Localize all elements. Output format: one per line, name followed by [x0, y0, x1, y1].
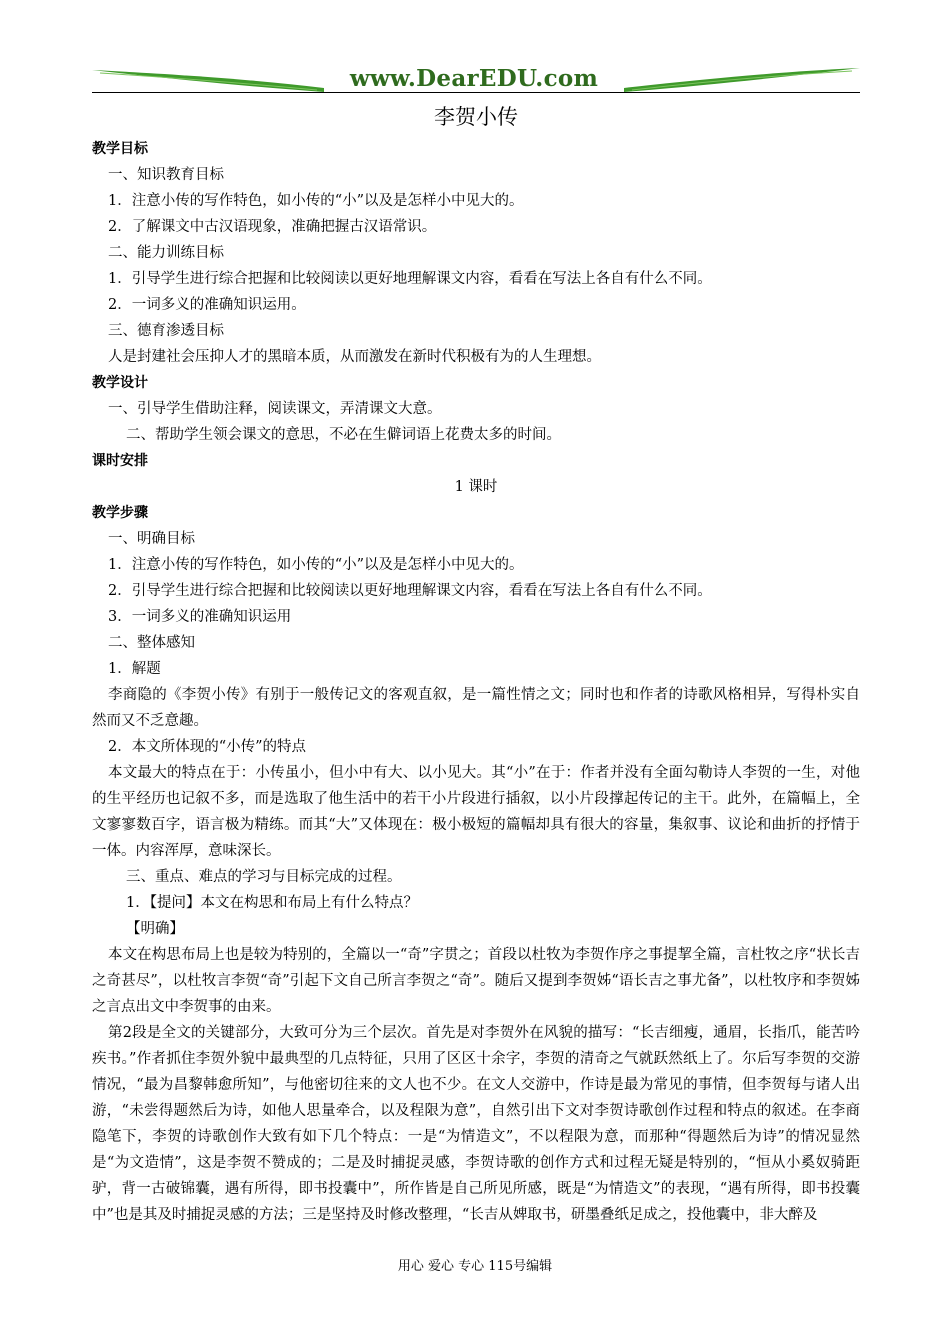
objective-2-title: 二、能力训练目标 — [108, 245, 224, 261]
steps-heading: 教学步骤 — [92, 505, 148, 521]
document-page — [92, 64, 860, 1228]
answer-1-label: 【明确】 — [126, 921, 184, 937]
question-1: 1．【提问】本文在构思和布局上有什么特点？ — [126, 895, 418, 911]
objectives-heading: 教学目标 — [92, 141, 148, 157]
objective-1-item-2: 2．了解课文中古汉语现象，准确把握古汉语常识。 — [108, 219, 437, 235]
step-3-title: 三、重点、难点的学习与目标完成的过程。 — [126, 869, 402, 885]
step-1-item-1: 1．注意小传的写作特色，如小传的“小”以及是怎样小中见大的。 — [108, 557, 524, 573]
design-heading: 教学设计 — [92, 375, 148, 391]
objective-3-title: 三、德育渗透目标 — [108, 323, 224, 339]
paragraph-features: 本文最大的特点在于：小传虽小，但小中有大、以小见大。其“小”在于：作者并没有全面勾勒诗人李贺的一生，对他的生平经历也记叙不多，而是选取了他生活中的若干小片段进行插叙，以小片段撑起传记的主干。此外，在篇幅上，全文寥寥数百字，语言极为精练。而其“大”又体现在：极小极短的篇幅却具有很大的容量，集叙事、议论和曲折的抒情于一体。内容浑厚，意味深长。 — [92, 765, 860, 859]
objective-2-item-1: 1．引导学生进行综合把握和比较阅读以更好地理解课文内容，看看在写法上各自有什么不同。 — [108, 271, 712, 287]
step-1-item-3: 3．一词多义的准确知识运用 — [108, 609, 292, 625]
objective-1-title: 一、知识教育目标 — [108, 167, 224, 183]
design-item-1: 一、引导学生借助注释，阅读课文，弄清课文大意。 — [108, 401, 442, 417]
page-title: 李贺小传 — [434, 105, 518, 129]
page-footer: 用心 爱心 专心 115号编辑 — [397, 1259, 553, 1274]
objective-2-item-2: 2．一词多义的准确知识运用。 — [108, 297, 306, 313]
paragraph-title-explanation: 李商隐的《李贺小传》有别于一般传记文的客观直叙，是一篇性情之文；同时也和作者的诗歌风格相异，写得朴实自然而又不乏意趣。 — [92, 687, 860, 729]
paragraph-structure: 本文在构思布局上也是较为特别的，全篇以一“奇”字贯之；首段以杜牧为李贺作序之事提挈全篇，言杜牧之序“状长吉之奇甚尽”，以杜牧言李贺“奇”引起下文自己所言李贺之“奇”。随后又提到李贺姊“语长吉之事尤备”，以杜牧序和李贺姊之言点出文中李贺事的由来。 — [92, 947, 860, 1015]
step-2-item-1: 1．解题 — [108, 661, 161, 677]
objective-1-item-1: 1．注意小传的写作特色，如小传的“小”以及是怎样小中见大的。 — [108, 193, 524, 209]
step-2-title: 二、整体感知 — [108, 635, 195, 651]
schedule-heading: 课时安排 — [92, 453, 148, 469]
design-item-2: 二、帮助学生领会课文的意思，不必在生僻词语上花费太多的时间。 — [126, 427, 561, 443]
step-1-title: 一、明确目标 — [108, 531, 195, 547]
paragraph-analysis: 第2段是全文的关键部分，大致可分为三个层次。首先是对李贺外在风貌的描写：“长吉细瘦，通眉，长指爪，能苦吟疾书。”作者抓住李贺外貌中最典型的几点特征，只用了区区十余字，李贺的清奇之气就跃然纸上了。尔后写李贺的交游情况，“最为昌黎韩愈所知”，与他密切往来的文人也不少。在文人交游中，作诗是最为常见的事情，但李贺每与诸人出游，“未尝得题然后为诗，如他人思量牵合，以及程限为意”，自然引出下文对李贺诗歌创作过程和特点的叙述。在李商隐笔下，李贺的诗歌创作大致有如下几个特点：一是“为情造文”，不以程限为意，而那种“得题然后为诗”的情况显然是“为文造情”，这是李贺不赞成的；二是及时捕捉灵感，李贺诗歌的创作方式和过程无疑是特别的，“恒从小奚奴骑距驴，背一古破锦囊，遇有所得，即书投囊中”，所作皆是自己所见所感，既是“为情造文”的表现，“遇有所得，即书投囊中”也是其及时捕捉灵感的方法；三是坚持及时修改整理，“长吉从婢取书，研墨叠纸足成之，投他囊中，非大醉及 — [92, 1025, 860, 1223]
step-2-item-2: 2．本文所体现的“小传”的特点 — [108, 739, 307, 755]
objective-3-item-1: 人是封建社会压抑人才的黑暗本质，从而激发在新时代积极有为的人生理想。 — [108, 349, 601, 365]
schedule-value: 1 课时 — [454, 479, 498, 495]
header-rule — [92, 92, 860, 93]
site-name: www.DearEDU.com — [349, 65, 599, 92]
site-banner — [92, 64, 860, 98]
step-1-item-2: 2．引导学生进行综合把握和比较阅读以更好地理解课文内容，看看在写法上各自有什么不同。 — [108, 583, 712, 599]
